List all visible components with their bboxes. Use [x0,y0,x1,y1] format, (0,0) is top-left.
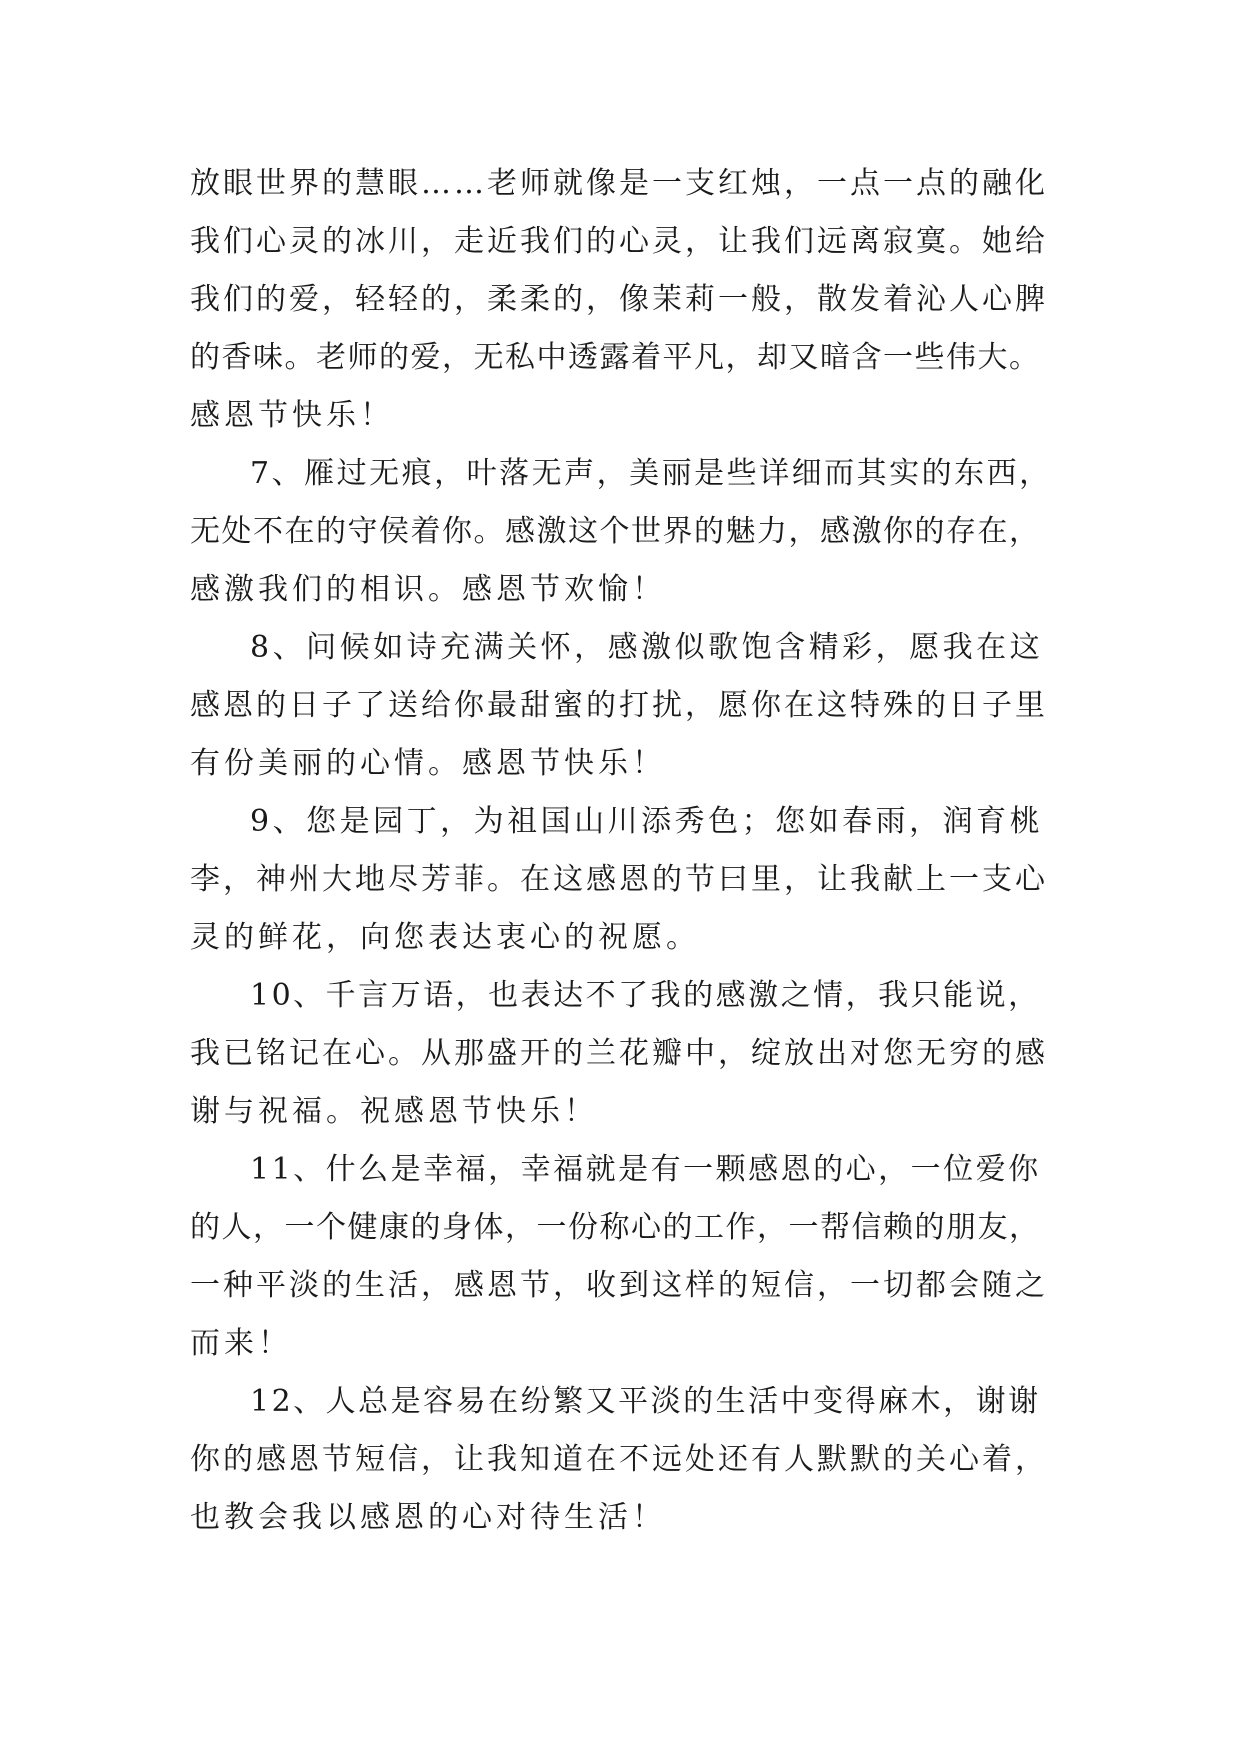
text-line: 感恩的日子了送给你最甜蜜的打扰，愿你在这特殊的日子里 [190,688,1048,723]
text-line: 而来！ [190,1326,292,1361]
text-line: 一种平淡的生活，感恩节，收到这样的短信，一切都会随之 [190,1268,1048,1303]
text-line: 8、问候如诗充满关怀，感激似歌饱含精彩，愿我在这 [250,630,1044,665]
text-line: 11、什么是幸福，幸福就是有一颗感恩的心，一位爱你 [250,1152,1041,1187]
text-line: 我已铭记在心。从那盛开的兰花瓣中，绽放出对您无穷的感 [190,1036,1048,1071]
text-line: 灵的鲜花，向您表达衷心的祝愿。 [190,920,700,955]
text-line: 感恩节快乐！ [190,398,394,433]
text-line: 无处不在的守侯着你。感激这个世界的魅力，感激你的存在， [190,514,1041,549]
text-line: 有份美丽的心情。感恩节快乐！ [190,746,666,781]
text-line: 我们的爱，轻轻的，柔柔的，像茉莉一般，散发着沁人心脾 [190,282,1048,317]
text-line: 7、雁过无痕，叶落无声，美丽是些详细而其实的东西， [250,456,1052,491]
text-line: 你的感恩节短信，让我知道在不远处还有人默默的关心着， [190,1442,1048,1477]
text-line: 我们心灵的冰川，走近我们的心灵，让我们远离寂寞。她给 [190,224,1048,259]
text-line: 放眼世界的慧眼……老师就像是一支红烛，一点一点的融化 [190,166,1048,201]
text-line: 李，神州大地尽芳菲。在这感恩的节曰里，让我献上一支心 [190,862,1048,897]
text-line: 10、千言万语，也表达不了我的感激之情，我只能说， [250,978,1041,1013]
text-line: 的人，一个健康的身体，一份称心的工作，一帮信赖的朋友， [190,1210,1041,1245]
text-line: 的香味。老师的爱，无私中透露着平凡，却又暗含一些伟大。 [190,340,1041,375]
text-line: 也教会我以感恩的心对待生活！ [190,1500,666,1535]
text-line: 9、您是园丁，为祖国山川添秀色；您如春雨，润育桃 [250,804,1044,839]
text-line: 谢与祝福。祝感恩节快乐！ [190,1094,598,1129]
text-line: 感激我们的相识。感恩节欢愉！ [190,572,666,607]
text-line: 12、人总是容易在纷繁又平淡的生活中变得麻木，谢谢 [250,1384,1041,1419]
